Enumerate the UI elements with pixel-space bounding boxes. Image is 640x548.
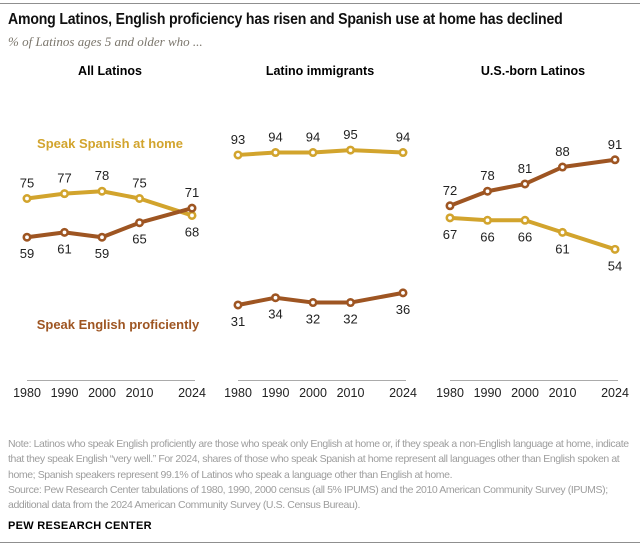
bottom-rule [0, 542, 640, 543]
data-label: 94 [305, 129, 321, 145]
series-label-spanish: Speak Spanish at home [37, 136, 183, 151]
x-tick-label: 2000 [299, 386, 327, 400]
data-label: 66 [517, 229, 533, 245]
data-point-marker [61, 229, 67, 235]
x-tick-label: 2024 [389, 386, 417, 400]
data-label: 93 [230, 131, 246, 147]
data-label: 65 [132, 231, 147, 247]
line-brown [450, 160, 615, 206]
panel-2 [436, 137, 629, 400]
data-point-marker [612, 246, 618, 252]
data-point-marker [136, 195, 142, 201]
data-point-marker [235, 152, 241, 158]
data-point-marker [347, 299, 353, 305]
data-label: 61 [555, 241, 570, 257]
data-label: 68 [184, 224, 200, 240]
data-point-marker [559, 164, 565, 170]
data-point-marker [310, 299, 316, 305]
data-point-marker [522, 217, 528, 223]
line-gold [450, 218, 615, 249]
panel-1 [224, 127, 417, 400]
data-label: 66 [480, 229, 495, 245]
line-gold [238, 150, 403, 155]
data-point-marker [189, 205, 195, 211]
data-point-marker [347, 147, 353, 153]
data-label: 91 [607, 136, 623, 152]
data-point-marker [559, 229, 565, 235]
data-label: 31 [230, 313, 246, 329]
x-tick-label: 2000 [511, 386, 539, 400]
data-point-marker [61, 190, 67, 196]
x-tick-label: 2024 [178, 386, 206, 400]
panel-header-all-latinos: All Latinos [78, 64, 142, 78]
x-tick-label: 1990 [50, 386, 79, 400]
line-gold [27, 191, 192, 215]
x-tick-label: 1980 [436, 386, 464, 400]
data-label: 36 [395, 301, 411, 317]
data-label: 75 [132, 175, 147, 191]
data-point-marker [400, 290, 406, 296]
chart-title: Among Latinos, English proficiency has risen and Spanish use at home has declined [8, 11, 563, 28]
note-text: Note: Latinos who speak English proficiently are those who speak only English at home or, if they speak a non-English language at home, indicate that they speak English “very well.” For 2024, shares of those who speak Spanish at home represent all languages other than English spoken at home; Spanish speakers represent 99.1% of Latinos who speak a language other than English at home. [8, 438, 629, 481]
data-label: 32 [343, 311, 358, 327]
data-point-marker [24, 234, 30, 240]
footer [8, 437, 636, 535]
data-point-marker [136, 220, 142, 226]
data-point-marker [400, 149, 406, 155]
source-text: Source: Pew Research Center tabulations of 1980, 1990, 2000 census (all 5% IPUMS) and the 2010 American Community Survey (IPUMS); additional data from the 2024 American Community Survey (U.S. Census Bureau). [8, 483, 608, 512]
x-tick-label: 2010 [548, 386, 577, 400]
data-label: 72 [442, 182, 458, 198]
brand-text: PEW RESEARCH CENTER [8, 520, 152, 533]
x-tick-label: 2010 [336, 386, 365, 400]
data-label: 34 [268, 306, 283, 322]
data-label: 94 [268, 129, 283, 145]
data-point-marker [99, 188, 105, 194]
data-point-marker [272, 295, 278, 301]
panel-header-latino-immigrants: Latino immigrants [265, 64, 375, 78]
x-tick-label: 1980 [224, 386, 252, 400]
data-point-marker [447, 215, 453, 221]
data-label: 95 [343, 127, 358, 143]
data-point-marker [272, 149, 278, 155]
panel-header-us-born-latinos: U.S.-born Latinos [480, 64, 586, 78]
line-brown [27, 208, 192, 237]
data-point-marker [24, 195, 30, 201]
data-label: 32 [305, 311, 321, 327]
data-point-marker [189, 212, 195, 218]
data-point-marker [99, 234, 105, 240]
data-label: 75 [19, 175, 35, 191]
data-point-marker [235, 302, 241, 308]
data-label: 78 [94, 168, 110, 184]
data-label: 59 [19, 246, 35, 262]
data-point-marker [484, 188, 490, 194]
data-point-marker [522, 181, 528, 187]
data-label: 81 [517, 160, 533, 176]
line-brown [238, 293, 403, 305]
data-label: 88 [555, 144, 570, 160]
data-label: 54 [607, 258, 623, 274]
data-point-marker [310, 149, 316, 155]
data-label: 59 [94, 246, 110, 262]
data-point-marker [612, 157, 618, 163]
data-label: 61 [57, 241, 72, 257]
x-tick-label: 1980 [13, 386, 41, 400]
data-label: 78 [480, 168, 495, 184]
panel-0 [13, 168, 206, 400]
data-label: 77 [57, 170, 72, 186]
data-point-marker [447, 203, 453, 209]
chart-subtitle: % of Latinos ages 5 and older who ... [8, 34, 203, 49]
data-label: 71 [184, 185, 200, 201]
x-tick-label: 2010 [125, 386, 154, 400]
data-point-marker [484, 217, 490, 223]
x-tick-label: 2000 [88, 386, 116, 400]
x-tick-label: 1990 [473, 386, 502, 400]
x-tick-label: 2024 [601, 386, 629, 400]
data-label: 94 [395, 129, 411, 145]
x-tick-label: 1990 [261, 386, 290, 400]
series-label-english: Speak English proficiently [36, 317, 200, 332]
data-label: 67 [442, 226, 458, 242]
